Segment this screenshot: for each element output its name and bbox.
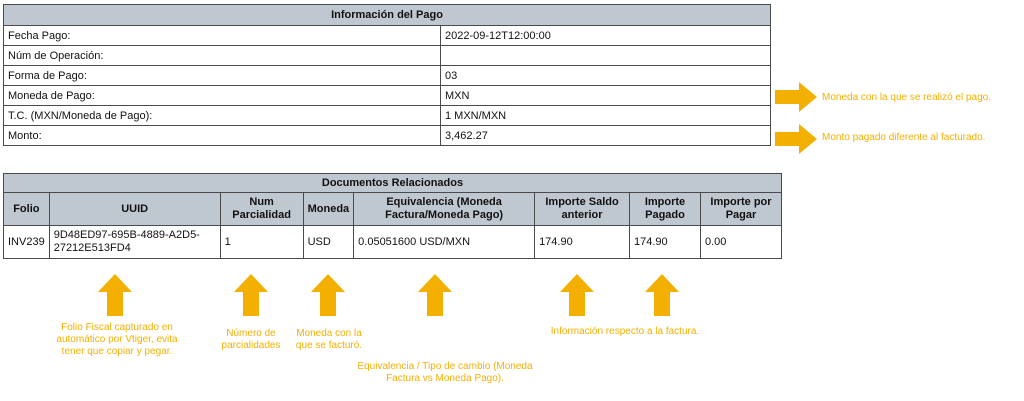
table-row — [4, 66, 771, 86]
arrow-up-icon — [311, 274, 345, 316]
table-row — [4, 106, 771, 126]
table-row — [4, 226, 782, 259]
col-moneda: Moneda — [303, 193, 354, 226]
annotation-folio-fiscal: Folio Fiscal capturado en automático por Vtiger, evita tener que copiar y pegar. — [56, 322, 178, 357]
table-row — [4, 86, 771, 106]
annotation-parcialidades: Número de parcialidades — [221, 328, 281, 351]
col-equivalencia: Equivalencia (Moneda Factura/Moneda Pago) — [354, 193, 535, 226]
col-num-parcialidad: Num Parcialidad — [220, 193, 303, 226]
row-label: Moneda de Pago: — [4, 86, 441, 106]
cell-pagado: 174.90 — [630, 226, 701, 259]
cell-equivalencia: 0.05051600 USD/MXN — [354, 226, 535, 259]
arrow-up-icon — [645, 274, 679, 316]
row-value: 03 — [441, 66, 771, 86]
col-uuid: UUID — [49, 193, 220, 226]
row-label: Monto: — [4, 126, 441, 146]
col-saldo-anterior: Importe Saldo anterior — [535, 193, 630, 226]
arrow-up-icon — [418, 274, 452, 316]
documents-title: Documentos Relacionados — [4, 174, 782, 193]
table-row — [4, 26, 771, 46]
annotation-moneda-factura: Moneda con la que se facturó. — [295, 328, 363, 351]
annotation-info-factura: Información respecto a la factura. — [550, 326, 700, 337]
cell-moneda: USD — [303, 226, 354, 259]
row-label: T.C. (MXN/Moneda de Pago): — [4, 106, 441, 126]
arrow-right-icon — [775, 82, 817, 112]
arrow-up-icon — [234, 274, 268, 316]
row-value: MXN — [441, 86, 771, 106]
header-row — [4, 193, 782, 226]
row-label: Forma de Pago: — [4, 66, 441, 86]
payment-info-title: Información del Pago — [4, 5, 771, 26]
arrow-right-icon — [775, 124, 817, 154]
col-folio: Folio — [4, 193, 50, 226]
row-value — [441, 46, 771, 66]
col-importe-por-pagar: Importe por Pagar — [700, 193, 781, 226]
arrow-up-icon — [98, 274, 132, 316]
col-importe-pagado: Importe Pagado — [630, 193, 701, 226]
row-label: Fecha Pago: — [4, 26, 441, 46]
cell-parcialidad: 1 — [220, 226, 303, 259]
cell-por-pagar: 0.00 — [700, 226, 781, 259]
row-value: 1 MXN/MXN — [441, 106, 771, 126]
annotation-moneda-pago: Moneda con la que se realizó el pago. — [822, 92, 992, 103]
table-row — [4, 126, 771, 146]
payment-info-table — [3, 4, 771, 146]
row-label: Núm de Operación: — [4, 46, 441, 66]
cell-saldo-anterior: 174.90 — [535, 226, 630, 259]
annotation-monto: Monto pagado diferente al facturado. — [822, 132, 986, 143]
related-documents-table — [3, 173, 782, 259]
row-value: 2022-09-12T12:00:00 — [441, 26, 771, 46]
annotation-equivalencia: Equivalencia / Tipo de cambio (Moneda Factura vs Moneda Pago). — [357, 361, 533, 384]
cell-uuid: 9D48ED97-695B-4889-A2D5-27212E513FD4 — [49, 226, 220, 259]
table-row — [4, 46, 771, 66]
arrow-up-icon — [560, 274, 594, 316]
cell-folio: INV239 — [4, 226, 50, 259]
row-value: 3,462.27 — [441, 126, 771, 146]
